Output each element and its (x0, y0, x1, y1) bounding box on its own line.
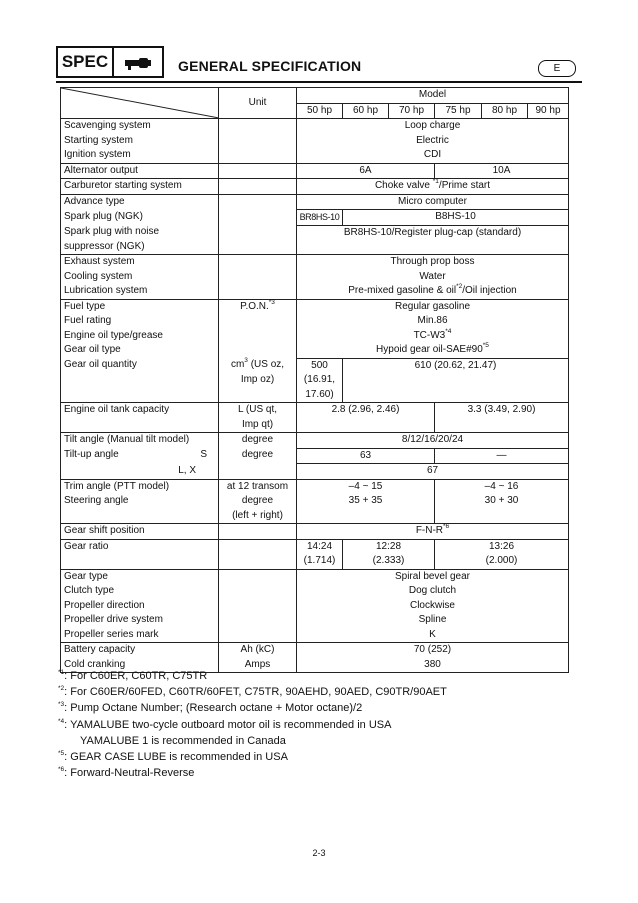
row-label: Propeller series mark (61, 628, 219, 643)
row-label: Gear type (61, 569, 219, 584)
row-label: Gear ratio (61, 539, 219, 569)
row-value: 610 (20.62, 21.47) (343, 358, 569, 403)
footnote: $^{*1}$: For C60ER, C60TR, C75TR (58, 669, 208, 682)
row-label: Gear oil quantity (61, 358, 219, 403)
table-row (61, 448, 569, 464)
row-value: –4 ~ 16 (435, 479, 569, 494)
row-label: Advance type (61, 194, 219, 210)
table-row (61, 194, 569, 210)
row-label: Spark plug (NGK) (61, 210, 219, 226)
table-row (61, 148, 569, 163)
table-row (61, 539, 569, 569)
row-unit: L (US qt, Imp qt) (219, 403, 297, 433)
row-value: 3.3 (3.49, 2.90) (435, 403, 569, 433)
table-row (61, 299, 569, 314)
language-badge: E (538, 60, 576, 77)
row-unit: Ah (kC) (219, 643, 297, 658)
row-label: Engine oil tank capacity (61, 403, 219, 433)
table-row (61, 134, 569, 149)
row-value: 63 (297, 448, 435, 464)
row-unit: P.O.N.$^{*3}$ (219, 299, 297, 314)
diagonal-header-cell (61, 88, 219, 119)
row-value: 12:28 (2.333) (343, 539, 435, 569)
table-row (61, 270, 569, 285)
row-label: Fuel rating (61, 314, 219, 329)
row-value: Hypoid gear oil-SAE#90$^{*5}$ (297, 343, 569, 358)
table-row (61, 163, 569, 179)
footnotes (58, 668, 447, 781)
table-row (61, 584, 569, 599)
table-row (61, 210, 569, 226)
table-row (61, 358, 569, 403)
row-label: Propeller direction (61, 599, 219, 614)
footnote: $^{*6}$: Forward-Neutral-Reverse (58, 766, 195, 780)
row-value: Regular gasoline (297, 299, 569, 314)
model-90hp: 90 hp (528, 103, 569, 119)
row-value: 67 (297, 464, 569, 480)
table-row (61, 255, 569, 270)
page-number: 2-3 (312, 848, 326, 858)
row-value: K (297, 628, 569, 643)
row-value: 35 + 35 (297, 494, 435, 524)
row-value: 500 (16.91, 17.60) (297, 358, 343, 403)
table-row (61, 628, 569, 643)
row-label: Trim angle (PTT model) (61, 479, 219, 494)
row-label: Scavenging system (61, 119, 219, 134)
row-label: Tilt-up angle S (61, 448, 219, 464)
row-value: BR8HS-10 (297, 210, 343, 226)
row-value: Pre-mixed gasoline & oil$^{*2}$/Oil injection (297, 284, 569, 299)
row-label: Starting system (61, 134, 219, 149)
table-row (61, 433, 569, 449)
row-label: Exhaust system (61, 255, 219, 270)
row-label: Alternator output (61, 163, 219, 179)
table-row (61, 479, 569, 494)
table-row (61, 314, 569, 329)
row-value: $F-N-R^{*6}$ (297, 524, 569, 540)
model-header: Model (297, 88, 569, 104)
row-label: Battery capacity (61, 643, 219, 658)
row-unit: degree (219, 433, 297, 449)
model-50hp: 50 hp (297, 103, 343, 119)
outboard-motor-icon (114, 46, 164, 78)
row-label: Gear shift position (61, 524, 219, 540)
page-title: GENERAL SPECIFICATION (178, 58, 362, 74)
row-value: 13:26 (2.000) (435, 539, 569, 569)
footnote: $^{*4}$: YAMALUBE two-cycle outboard motor oil is recommended in USA (58, 717, 392, 731)
model-60hp: 60 hp (343, 103, 389, 119)
row-value: Choke valve $^{*1}$/Prime start (297, 179, 569, 195)
table-row (61, 569, 569, 584)
row-value: 8/12/16/20/24 (297, 433, 569, 449)
row-value: 30 + 30 (435, 494, 569, 524)
row-label: Gear oil type (61, 343, 219, 358)
row-value: Spline (297, 613, 569, 628)
row-unit: degree (219, 448, 297, 464)
row-value: 10A (435, 163, 569, 179)
row-unit: $cm^3$ (US oz, Imp oz) (219, 358, 297, 403)
row-value: Through prop boss (297, 255, 569, 270)
spec-table (60, 87, 569, 673)
row-value: CDI (297, 148, 569, 163)
row-label: Ignition system (61, 148, 219, 163)
row-label: Lubrication system (61, 284, 219, 299)
table-row (61, 284, 569, 299)
row-value: Min.86 (297, 314, 569, 329)
row-label: Cooling system (61, 270, 219, 285)
model-80hp: 80 hp (482, 103, 528, 119)
row-value: 2.8 (2.96, 2.46) (297, 403, 435, 433)
table-row (61, 179, 569, 195)
table-row (61, 119, 569, 134)
row-label: Engine oil type/grease (61, 329, 219, 344)
row-value: Loop charge (297, 119, 569, 134)
table-row (61, 329, 569, 344)
row-value: 380 (297, 658, 569, 673)
table-row (61, 403, 569, 433)
row-value: 6A (297, 163, 435, 179)
footnote-continuation: YAMALUBE 1 is recommended in Canada (80, 734, 286, 747)
row-value: 70 (252) (297, 643, 569, 658)
row-label: Spark plug with noise suppressor (NGK) (61, 225, 219, 255)
spec-label: SPEC (56, 46, 114, 78)
table-row (61, 613, 569, 628)
table-row (61, 494, 569, 524)
row-label: Fuel type (61, 299, 219, 314)
row-label: Tilt angle (Manual tilt model) (61, 433, 219, 449)
header-rule (56, 81, 582, 83)
footnote: $^{*3}$: Pump Octane Number; (Research octane + Motor octane)/2 (58, 701, 363, 715)
unit-header: Unit (219, 88, 297, 119)
model-70hp: 70 hp (389, 103, 435, 119)
row-value: Dog clutch (297, 584, 569, 599)
table-row (61, 524, 569, 540)
row-label: Propeller drive system (61, 613, 219, 628)
table-row (61, 643, 569, 658)
footnote: $^{*5}$: GEAR CASE LUBE is recommended in USA (58, 750, 288, 764)
row-value: Spiral bevel gear (297, 569, 569, 584)
row-unit: at 12 transom (219, 479, 297, 494)
row-label: Carburetor starting system (61, 179, 219, 195)
table-row (61, 225, 569, 255)
row-value: 14:24 (1.714) (297, 539, 343, 569)
footnote: $^{*2}$: For C60ER/60FED, C60TR/60FET, C75TR, 90AEHD, 90AED, C90TR/90AET (58, 685, 447, 699)
row-value: B8HS-10 (343, 210, 569, 226)
model-75hp: 75 hp (435, 103, 482, 119)
table-row (61, 464, 569, 480)
row-value: –4 ~ 15 (297, 479, 435, 494)
row-value: Water (297, 270, 569, 285)
row-value: TC-W3$^{*4}$ (297, 329, 569, 344)
row-label: L, X (61, 464, 219, 480)
row-value: Electric (297, 134, 569, 149)
table-row (61, 599, 569, 614)
row-label: Cold cranking (61, 658, 219, 673)
row-value: — (435, 448, 569, 464)
row-value: BR8HS-10/Register plug-cap (standard) (297, 225, 569, 255)
row-value: Clockwise (297, 599, 569, 614)
row-label: Clutch type (61, 584, 219, 599)
table-row (61, 343, 569, 358)
page-header (56, 46, 582, 86)
row-unit: Amps (219, 658, 297, 673)
row-label: Steering angle (61, 494, 219, 524)
row-unit: degree (left + right) (219, 494, 297, 524)
row-value: Micro computer (297, 194, 569, 210)
